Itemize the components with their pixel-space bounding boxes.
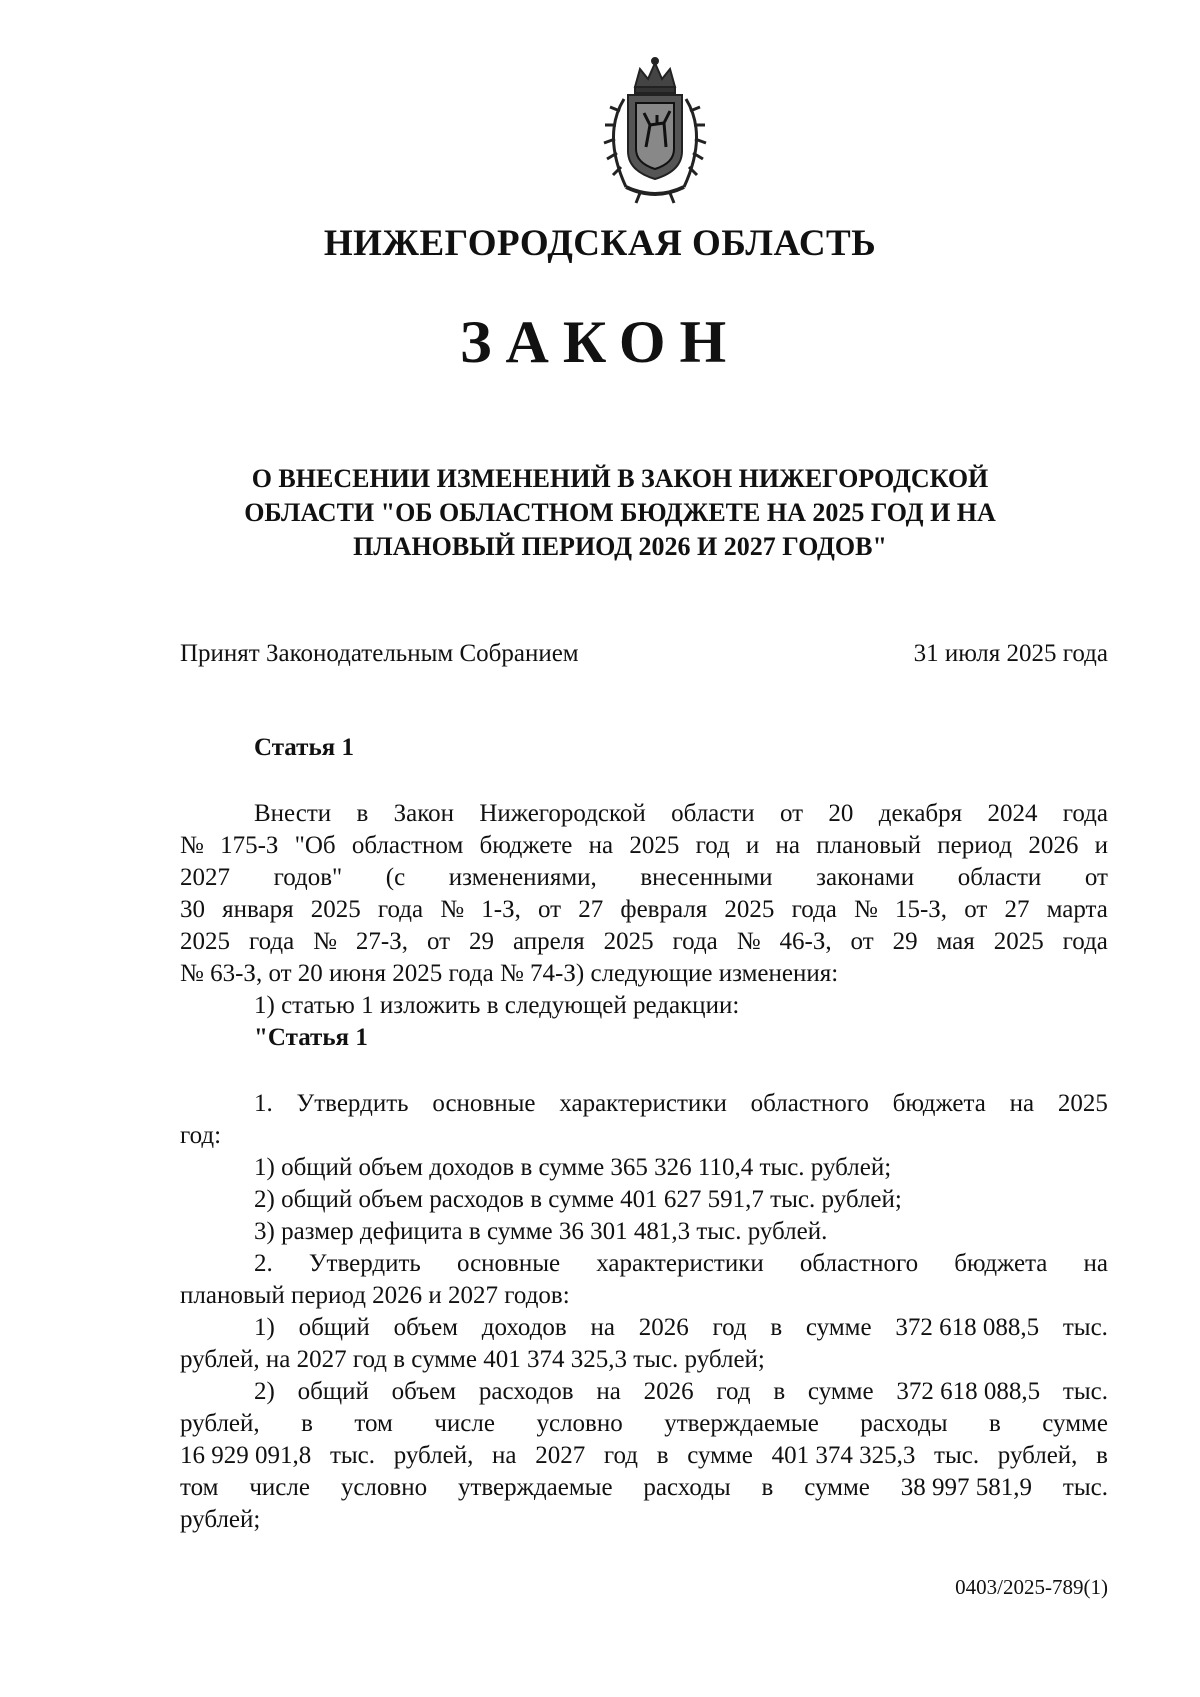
article-heading: Статья 1	[254, 734, 354, 761]
law-title-line: ОБЛАСТИ "ОБ ОБЛАСТНОМ БЮДЖЕТЕ НА 2025 ГОД И НА	[244, 498, 996, 527]
word: 2027	[535, 1442, 586, 1469]
word: 2)	[254, 1378, 275, 1405]
clause-item: 1) общий объем доходов в сумме 365 326 110,4 тыс. рублей;	[254, 1154, 892, 1181]
word: 30	[180, 896, 205, 923]
word: №	[180, 832, 204, 859]
word: числе	[434, 1410, 495, 1437]
word: утверждаемые	[457, 1474, 613, 1501]
word: года	[672, 928, 718, 955]
text-line: год:	[180, 1122, 222, 1149]
text-line: № 63-З, от 20 июня 2025 года № 74-З) следующие изменения:	[180, 960, 839, 987]
word: года	[377, 896, 424, 923]
word: от	[1084, 864, 1108, 891]
word: в	[656, 1442, 669, 1469]
word: на	[596, 1378, 621, 1405]
word: 2024	[987, 800, 1038, 827]
word: года	[791, 896, 837, 923]
word: характеристики	[559, 1090, 727, 1117]
word: утверждаемые	[664, 1410, 819, 1437]
word: Закон	[393, 800, 455, 827]
justified-line	[180, 830, 1108, 862]
coat-of-arms-icon	[580, 55, 730, 205]
word: 46-З,	[779, 928, 832, 955]
word: рублей,	[997, 1442, 1078, 1469]
word: в	[770, 1314, 783, 1341]
adopted-by: Принят Законодательным Собранием	[180, 640, 579, 667]
word: сумме	[805, 1314, 872, 1341]
word: доходов	[481, 1314, 567, 1341]
word: 2025	[993, 928, 1044, 955]
law-title-line: ПЛАНОВЫЙ ПЕРИОД 2026 И 2027 ГОДОВ"	[353, 532, 887, 561]
word: на	[775, 832, 801, 859]
justified-line	[180, 1312, 1108, 1344]
word: год	[716, 1378, 751, 1405]
word: сумме	[1042, 1410, 1108, 1437]
word: бюджета	[892, 1090, 986, 1117]
word: годов"	[273, 864, 343, 891]
word: 1)	[254, 1314, 275, 1341]
word: 2025	[629, 832, 680, 859]
law-title	[180, 462, 1060, 564]
word: и	[745, 832, 760, 859]
justified-line	[180, 862, 1108, 894]
word: 29	[469, 928, 494, 955]
word: в	[1096, 1442, 1108, 1469]
word: общий	[298, 1314, 370, 1341]
word: период	[937, 832, 1013, 859]
word: 27	[578, 896, 604, 923]
justified-line	[180, 1440, 1108, 1472]
word: года	[1062, 928, 1108, 955]
word: сумме	[687, 1442, 753, 1469]
word: и	[1094, 832, 1108, 859]
word: "Об	[294, 832, 336, 859]
word: области	[671, 800, 755, 827]
justified-line	[180, 798, 1108, 830]
word: 2025	[180, 928, 230, 955]
word: года	[1062, 800, 1108, 827]
word: 2027	[180, 864, 230, 891]
word: рублей,	[393, 1442, 474, 1469]
word: на	[1009, 1090, 1035, 1117]
word: областного	[750, 1090, 869, 1117]
word: условно	[536, 1410, 623, 1437]
word: на	[590, 1314, 615, 1341]
word: 15-З,	[894, 896, 948, 923]
justified-line	[180, 1376, 1108, 1408]
word: тыс.	[1062, 1474, 1108, 1501]
word: в	[761, 1474, 774, 1501]
word: апреля	[512, 928, 585, 955]
word: 16 929 091,8	[180, 1442, 312, 1469]
text-line: плановый период 2026 и 2027 годов:	[180, 1282, 570, 1309]
word: №	[313, 928, 337, 955]
word: 29	[892, 928, 918, 955]
word: 401 374 325,3	[771, 1442, 916, 1469]
word: в	[301, 1410, 313, 1437]
word: на	[588, 832, 614, 859]
word: законами	[816, 864, 915, 891]
word: плановый	[816, 832, 922, 859]
clause-item: 3) размер дефицита в сумме 36 301 481,3 тыс. рублей.	[254, 1218, 828, 1245]
word: год	[712, 1314, 747, 1341]
word: 2.	[254, 1250, 273, 1277]
word: Внести	[254, 800, 332, 827]
word: от	[426, 928, 451, 955]
word: том	[180, 1474, 219, 1501]
word: №	[853, 896, 878, 923]
justified-line	[180, 1088, 1108, 1120]
word: в	[773, 1378, 786, 1405]
word: расходы	[643, 1474, 731, 1501]
word: бюджета	[954, 1250, 1048, 1277]
word: тыс.	[1062, 1378, 1108, 1405]
word: 20	[828, 800, 854, 827]
word: объем	[393, 1314, 459, 1341]
word: основные	[456, 1250, 561, 1277]
word: в	[356, 800, 369, 827]
word: условно	[340, 1474, 428, 1501]
word: мая	[936, 928, 975, 955]
word: общий	[297, 1378, 369, 1405]
word: сумме	[807, 1378, 874, 1405]
word: расходов	[478, 1378, 574, 1405]
word: от	[964, 896, 988, 923]
word: января	[222, 896, 294, 923]
word: Утвердить	[308, 1250, 421, 1277]
word: рублей,	[180, 1410, 260, 1437]
word: №	[440, 896, 465, 923]
word: год	[695, 832, 730, 859]
word: тыс.	[1062, 1314, 1108, 1341]
word: бюджете	[479, 832, 573, 859]
word: 372 618 088,5	[896, 1378, 1041, 1405]
word: от	[538, 896, 562, 923]
word: 2026	[1028, 832, 1079, 859]
word: на	[1083, 1250, 1108, 1277]
word: изменениями,	[448, 864, 597, 891]
word: областном	[351, 832, 464, 859]
word: от	[780, 800, 804, 827]
word: 2025	[310, 896, 361, 923]
law-title-line: О ВНЕСЕНИИ ИЗМЕНЕНИЙ В ЗАКОН НИЖЕГОРОДСКОЙ	[251, 464, 989, 493]
justified-line	[180, 1472, 1108, 1504]
word: области	[957, 864, 1042, 891]
word: №	[736, 928, 761, 955]
word: 38 997 581,9	[900, 1474, 1033, 1501]
word: 2025	[1057, 1090, 1108, 1117]
word: 27-З,	[355, 928, 409, 955]
word: 2026	[643, 1378, 694, 1405]
word: областного	[799, 1250, 919, 1277]
word: Утвердить	[296, 1090, 409, 1117]
word: расходы	[860, 1410, 948, 1437]
word: тыс.	[329, 1442, 376, 1469]
clause-item: 2) общий объем расходов в сумме 401 627 591,7 тыс. рублей;	[254, 1186, 902, 1213]
justified-line	[180, 1408, 1108, 1440]
word: 1.	[254, 1090, 273, 1117]
quoted-article-heading: "Статья 1	[254, 1024, 368, 1051]
word: объем	[391, 1378, 457, 1405]
word: Нижегородской	[479, 800, 646, 827]
word: (с	[385, 864, 406, 891]
word: год	[603, 1442, 639, 1469]
word: том	[354, 1410, 393, 1437]
document-code: 0403/2025-789(1)	[955, 1575, 1108, 1599]
justified-line	[180, 1248, 1108, 1280]
word: основные	[432, 1090, 536, 1117]
word: сумме	[804, 1474, 870, 1501]
word: 2026	[638, 1314, 689, 1341]
word: характеристики	[596, 1250, 764, 1277]
word: тыс.	[934, 1442, 980, 1469]
word: числе	[249, 1474, 310, 1501]
text-line: рублей;	[180, 1506, 261, 1533]
region-name: НИЖЕГОРОДСКАЯ ОБЛАСТЬ	[323, 223, 877, 264]
word: 2025	[724, 896, 775, 923]
law-body	[180, 732, 1108, 1536]
word: 1-З,	[481, 896, 521, 923]
word: 2025	[603, 928, 654, 955]
justified-line	[180, 926, 1108, 958]
word: на	[492, 1442, 517, 1469]
word: внесенными	[640, 864, 773, 891]
word: 175-З	[220, 832, 279, 859]
word: марта	[1046, 896, 1108, 923]
word: 372 618 088,5	[895, 1314, 1040, 1341]
adoption-date: 31 июля 2025 года	[913, 640, 1108, 667]
word: года	[248, 928, 295, 955]
word: 27	[1004, 896, 1030, 923]
word: декабря	[878, 800, 963, 827]
text-line: рублей, на 2027 год в сумме 401 374 325,3 тыс. рублей;	[180, 1346, 765, 1373]
justified-line	[180, 894, 1108, 926]
document-type: ЗАКОН	[459, 309, 741, 375]
amendment-item: 1) статью 1 изложить в следующей редакции:	[254, 992, 740, 1019]
word: в	[988, 1410, 1001, 1437]
word: от	[850, 928, 874, 955]
word: февраля	[620, 896, 708, 923]
